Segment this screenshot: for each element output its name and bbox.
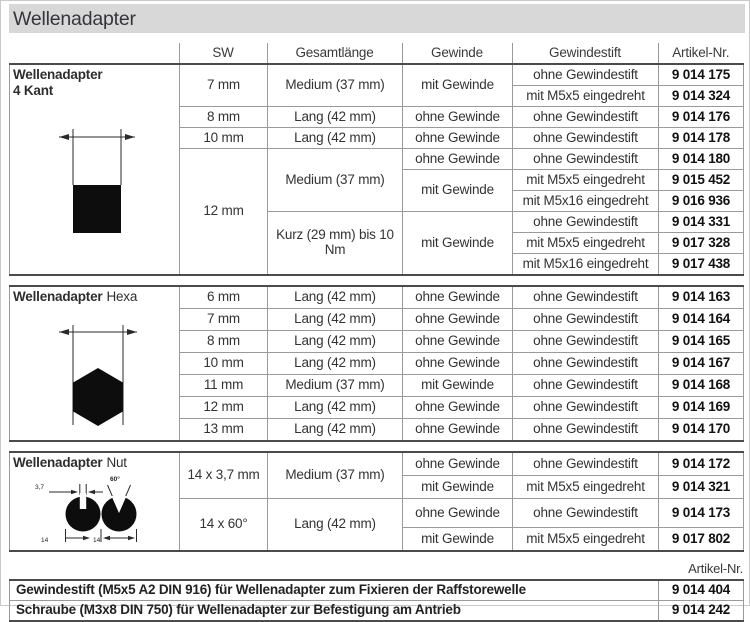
cell-gewinde: mit Gewinde (403, 476, 513, 499)
cell-accessory-description: Gewindestift (M5x5 A2 DIN 916) für Wellenadapter zum Fixieren der Raffstorewelle (16, 582, 526, 598)
cell-accessory-description: Schraube (M3x8 DIN 750) für Wellenadapter zur Befestigung am Antrieb (10, 601, 659, 622)
cell-gewinde: ohne Gewinde (403, 331, 513, 353)
cell-sw: 6 mm (180, 286, 268, 309)
cell-gewinde: ohne Gewinde (403, 397, 513, 419)
cell-gewindestift: ohne Gewindestift (513, 64, 659, 86)
cell-gesamtlaenge: Lang (42 mm) (268, 353, 403, 375)
cell-gesamtlaenge: Lang (42 mm) (268, 397, 403, 419)
section-title-hexa: Wellenadapter Hexa (13, 289, 138, 304)
square-shaft-diagram (13, 123, 175, 235)
cell-artikel-nr: 9 014 324 (659, 86, 744, 107)
cell-gewindestift: ohne Gewindestift (513, 331, 659, 353)
cell-gewindestift: mit M5x5 eingedreht (513, 476, 659, 499)
section-4kant-table (9, 63, 744, 276)
cell-sw: 12 mm (180, 149, 268, 276)
cell-gewinde: ohne Gewinde (403, 309, 513, 331)
cell-gewinde: ohne Gewinde (403, 107, 513, 128)
cell-gesamtlaenge: Lang (42 mm) (268, 309, 403, 331)
footer-artikel-nr-label: Artikel-Nr. (688, 561, 743, 577)
cell-sw: 13 mm (180, 419, 268, 442)
cell-gesamtlaenge: Medium (37 mm) (268, 64, 403, 107)
svg-text:14: 14 (93, 537, 101, 545)
svg-text:3,7: 3,7 (35, 484, 45, 492)
main-table-header (9, 43, 743, 63)
cell-artikel-nr: 9 014 321 (659, 476, 744, 499)
cell-artikel-nr: 9 015 452 (659, 170, 744, 191)
col-header-gewindestift: Gewindestift (512, 43, 658, 63)
cell-gewinde: ohne Gewinde (403, 452, 513, 476)
cell-gewindestift: ohne Gewindestift (513, 286, 659, 309)
cell-gewindestift: ohne Gewindestift (513, 353, 659, 375)
title-bar (9, 4, 745, 33)
cell-sw: 7 mm (180, 64, 268, 107)
cell-artikel-nr: 9 014 169 (659, 397, 744, 419)
cell-gewindestift: ohne Gewindestift (513, 107, 659, 128)
cell-gewindestift: ohne Gewindestift (513, 128, 659, 149)
cell-sw: 11 mm (180, 375, 268, 397)
cell-gewinde: ohne Gewinde (403, 149, 513, 170)
cell-gesamtlaenge: Medium (37 mm) (268, 149, 403, 212)
cell-artikel-nr: 9 014 176 (659, 107, 744, 128)
section-4kant-desc (10, 64, 180, 275)
cell-artikel-nr: 9 016 936 (659, 191, 744, 212)
cell-artikel-nr: 9 014 163 (659, 286, 744, 309)
col-header-gesamtlaenge: Gesamtlänge (267, 43, 402, 63)
cell-gesamtlaenge: Medium (37 mm) (268, 375, 403, 397)
cell-gewinde: ohne Gewinde (403, 286, 513, 309)
cell-gewindestift: ohne Gewindestift (513, 375, 659, 397)
svg-text:60°: 60° (110, 476, 120, 484)
cell-sw: 8 mm (180, 331, 268, 353)
cell-gewindestift: ohne Gewindestift (513, 309, 659, 331)
section-hexa-desc (10, 286, 180, 441)
cell-gewinde: mit Gewinde (403, 212, 513, 276)
cell-sw: 10 mm (180, 128, 268, 149)
col-header-sw: SW (179, 43, 267, 63)
cell-gewindestift: ohne Gewindestift (513, 212, 659, 233)
table-row (10, 286, 744, 309)
cell-sw: 8 mm (180, 107, 268, 128)
cell-gewindestift: ohne Gewindestift (513, 397, 659, 419)
page-title: Wellenadapter (13, 8, 136, 30)
table-row (10, 452, 744, 476)
cell-artikel-nr: 9 017 438 (659, 254, 744, 276)
cell-gewindestift: ohne Gewindestift (513, 149, 659, 170)
cell-artikel-nr: 9 014 167 (659, 353, 744, 375)
cell-gesamtlaenge: Lang (42 mm) (268, 499, 403, 552)
cell-gewindestift: mit M5x16 eingedreht (513, 191, 659, 212)
cell-sw: 12 mm (180, 397, 268, 419)
cell-artikel-nr: 9 014 404 (659, 580, 744, 601)
section-title-nut: Wellenadapter Nut (13, 455, 127, 470)
cell-artikel-nr: 9 017 328 (659, 233, 744, 254)
col-header-artikel-nr: Artikel-Nr. (658, 43, 743, 63)
cell-gesamtlaenge: Lang (42 mm) (268, 107, 403, 128)
cell-sw: 14 x 60° (180, 499, 268, 552)
col-header-empty (9, 43, 179, 63)
cell-gewinde: mit Gewinde (403, 375, 513, 397)
cell-artikel-nr: 9 014 170 (659, 419, 744, 442)
table-row (10, 580, 744, 601)
cell-gewinde: ohne Gewinde (403, 499, 513, 528)
cell-artikel-nr: 9 014 164 (659, 309, 744, 331)
cell-artikel-nr: 9 014 172 (659, 452, 744, 476)
table-row (10, 601, 744, 622)
cell-gewindestift: mit M5x16 eingedreht (513, 254, 659, 276)
cell-sw: 14 x 3,7 mm (180, 452, 268, 499)
table-row (10, 64, 744, 86)
cell-artikel-nr: 9 014 242 (659, 601, 744, 622)
cell-gesamtlaenge: Lang (42 mm) (268, 419, 403, 442)
accessories-table (9, 579, 744, 622)
cell-gesamtlaenge: Lang (42 mm) (268, 128, 403, 149)
cell-gewinde: ohne Gewinde (403, 353, 513, 375)
cell-artikel-nr: 9 014 178 (659, 128, 744, 149)
cell-artikel-nr: 9 014 180 (659, 149, 744, 170)
cell-artikel-nr: 9 014 173 (659, 499, 744, 528)
svg-text:14: 14 (41, 537, 49, 545)
cell-sw: 7 mm (180, 309, 268, 331)
cell-sw: 10 mm (180, 353, 268, 375)
col-header-gewinde: Gewinde (402, 43, 512, 63)
hexagon-shaft-diagram (13, 321, 175, 431)
groove-shaft-diagram (13, 472, 175, 550)
cell-artikel-nr: 9 014 175 (659, 64, 744, 86)
section-hexa-table (9, 285, 744, 442)
cell-gewinde: ohne Gewinde (403, 128, 513, 149)
cell-gewindestift: ohne Gewindestift (513, 419, 659, 442)
cell-gesamtlaenge: Lang (42 mm) (268, 286, 403, 309)
section-title-4kant: Wellenadapter 4 Kant (13, 67, 103, 99)
section-nut-table (9, 451, 744, 552)
cell-artikel-nr: 9 014 165 (659, 331, 744, 353)
cell-gewindestift: mit M5x5 eingedreht (513, 86, 659, 107)
header-row (9, 43, 743, 63)
cell-gesamtlaenge: Lang (42 mm) (268, 331, 403, 353)
cell-gewinde: mit Gewinde (403, 528, 513, 552)
cell-artikel-nr: 9 017 802 (659, 528, 744, 552)
cell-gewinde: ohne Gewinde (403, 419, 513, 442)
cell-gesamtlaenge: Medium (37 mm) (268, 452, 403, 499)
cell-artikel-nr: 9 014 331 (659, 212, 744, 233)
cell-gewindestift: ohne Gewindestift (513, 499, 659, 528)
cell-artikel-nr: 9 014 168 (659, 375, 744, 397)
cell-gewinde: mit Gewinde (403, 170, 513, 212)
cell-gesamtlaenge: Kurz (29 mm) bis 10 Nm (268, 212, 403, 276)
cell-gewindestift: ohne Gewindestift (513, 452, 659, 476)
cell-gewindestift: mit M5x5 eingedreht (513, 233, 659, 254)
cell-gewindestift: mit M5x5 eingedreht (513, 170, 659, 191)
cell-gewindestift: mit M5x5 eingedreht (513, 528, 659, 552)
cell-gewinde: mit Gewinde (403, 64, 513, 107)
section-nut-desc (10, 452, 180, 551)
